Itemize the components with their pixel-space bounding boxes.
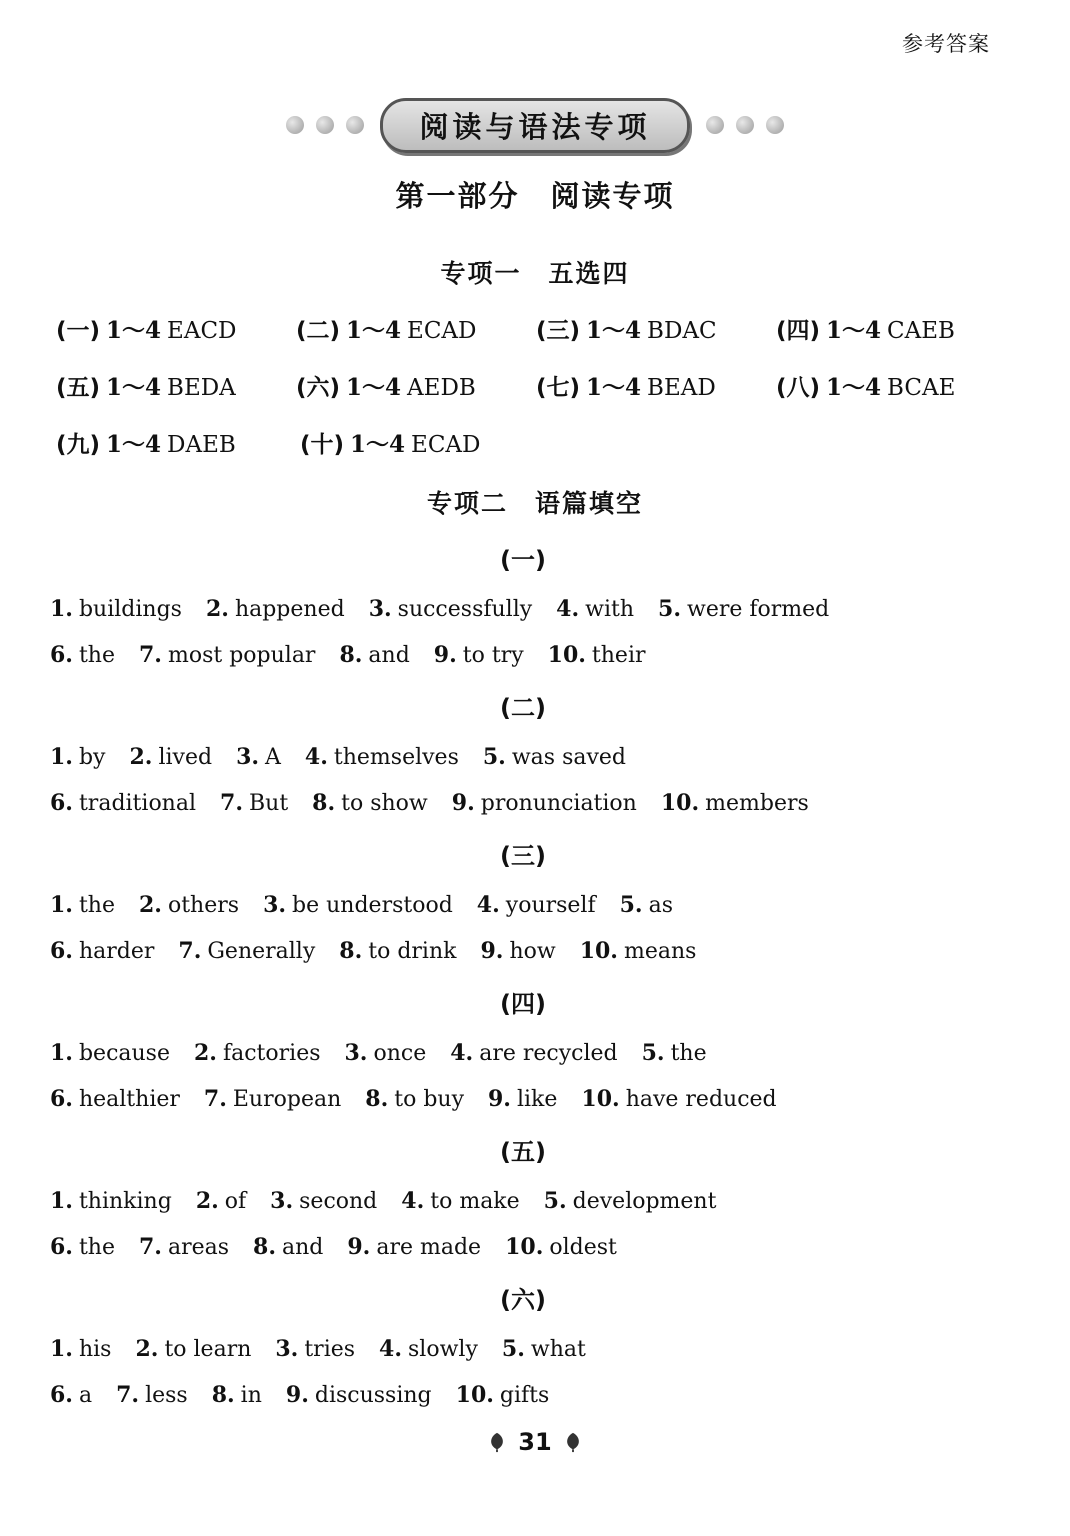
- answer-item: [50, 1234, 115, 1260]
- answer-number: 9.: [488, 1086, 511, 1112]
- group-label: (八): [776, 375, 821, 401]
- group-answer: CAEB: [887, 318, 955, 344]
- answer-number: 6.: [50, 1086, 73, 1112]
- answer-number: 1.: [50, 1188, 73, 1214]
- group-label: (一): [56, 318, 101, 344]
- answer-number: 9.: [433, 642, 457, 668]
- answer-number: 9.: [347, 1234, 371, 1260]
- answer-number: 8.: [312, 790, 336, 816]
- answer-item: [50, 744, 105, 770]
- group-label: (七): [536, 375, 581, 401]
- answer-number: 1.: [50, 892, 73, 918]
- answer-group: [300, 426, 544, 459]
- answer-item: [178, 938, 315, 964]
- answer-text: in: [240, 1383, 262, 1408]
- answer-text: like: [516, 1087, 558, 1112]
- answer-text: his: [78, 1337, 112, 1362]
- answer-line: [50, 1336, 610, 1362]
- answer-number: 8.: [365, 1086, 389, 1112]
- answer-text: to drink: [368, 939, 457, 964]
- answer-item: [236, 744, 281, 770]
- answer-text: were formed: [687, 597, 830, 622]
- answer-text: the: [78, 643, 115, 668]
- answer-text: happened: [234, 597, 345, 622]
- answer-item: [129, 744, 212, 770]
- banner: [0, 100, 1070, 150]
- answer-number: 5.: [501, 1336, 525, 1362]
- group-answer: DAEB: [167, 432, 236, 458]
- answer-line: [50, 642, 670, 668]
- answer-text: less: [145, 1383, 188, 1408]
- answer-number: 7.: [220, 790, 243, 816]
- answer-number: 4.: [556, 596, 580, 622]
- group-range: 1～4: [106, 431, 162, 458]
- banner-dots-right: [706, 116, 784, 134]
- answer-item: [270, 1188, 377, 1214]
- answer-item: [556, 596, 634, 622]
- five-choose-four-answers: [56, 300, 1016, 471]
- answer-text: most popular: [167, 643, 316, 668]
- answer-item: [456, 1382, 550, 1408]
- group-answer: BEDA: [167, 375, 236, 401]
- answer-row: [56, 300, 1016, 357]
- answer-text: to learn: [164, 1337, 252, 1362]
- answer-number: 8.: [253, 1234, 276, 1260]
- answer-number: 7.: [178, 938, 202, 964]
- answer-item: [434, 642, 524, 668]
- group-label: (六): [296, 375, 341, 401]
- answer-text: European: [232, 1087, 342, 1112]
- answer-item: [204, 1086, 341, 1112]
- answer-number: 2.: [194, 1040, 217, 1066]
- answer-text: to show: [341, 791, 428, 816]
- answer-item: [580, 938, 697, 964]
- answer-item: [50, 1382, 92, 1408]
- answer-number: 2.: [139, 892, 162, 918]
- answer-item: [620, 892, 673, 918]
- dot-icon: [346, 116, 364, 134]
- answer-item: [483, 744, 626, 770]
- answer-number: 7.: [116, 1382, 140, 1408]
- answer-item: [116, 1382, 188, 1408]
- answer-number: 1.: [50, 1040, 73, 1066]
- answer-text: tries: [304, 1337, 356, 1362]
- answer-item: [263, 892, 453, 918]
- group-answer: EACD: [167, 318, 237, 344]
- answer-text: the: [78, 893, 115, 918]
- answer-text: successfully: [397, 597, 533, 622]
- page-footer: [0, 1428, 1070, 1456]
- answer-number: 1.: [50, 744, 73, 770]
- answer-line: [50, 1234, 641, 1260]
- answer-text: because: [78, 1041, 170, 1066]
- answer-text: discussing: [314, 1383, 432, 1408]
- section-title-2: 专项二 语篇填空: [426, 489, 643, 518]
- answer-number: 5.: [619, 892, 643, 918]
- group-range: 1～4: [106, 317, 162, 344]
- group-range: 1～4: [346, 317, 402, 344]
- answer-number: 4.: [476, 892, 500, 918]
- answer-row: [56, 357, 1016, 414]
- answer-number: 8.: [339, 938, 363, 964]
- answer-number: 2.: [129, 744, 153, 770]
- answer-group: [296, 369, 536, 402]
- answer-item: [50, 892, 115, 918]
- answer-text: themselves: [333, 745, 459, 770]
- group-range: 1～4: [586, 374, 642, 401]
- answer-group: [776, 312, 1016, 345]
- group-answer: AEDB: [407, 375, 476, 401]
- answer-text: a: [78, 1383, 93, 1408]
- answer-number: 5.: [658, 596, 681, 622]
- answer-number: 1.: [50, 1336, 73, 1362]
- group-range: 1～4: [586, 317, 642, 344]
- answer-text: to make: [430, 1189, 520, 1214]
- group-answer: ECAD: [411, 432, 481, 458]
- group-label: (三): [536, 318, 581, 344]
- banner-title: 阅读与语法专项: [380, 98, 689, 153]
- answer-item: [50, 1336, 111, 1362]
- answer-group: [56, 312, 296, 345]
- answer-item: [50, 1188, 172, 1214]
- answer-line: [50, 790, 833, 816]
- answer-item: [339, 642, 409, 668]
- answer-number: 4.: [379, 1336, 403, 1362]
- answer-text: to try: [462, 643, 524, 668]
- answer-number: 8.: [211, 1382, 235, 1408]
- answer-text: healthier: [78, 1087, 180, 1112]
- answer-group: [56, 426, 300, 459]
- answer-item: [477, 892, 596, 918]
- answer-item: [452, 790, 637, 816]
- answer-group: [296, 312, 536, 345]
- answer-number: 10.: [505, 1234, 544, 1260]
- group-range: 1～4: [350, 431, 406, 458]
- answer-number: 2.: [195, 1188, 219, 1214]
- passage-title: (四): [500, 990, 546, 1018]
- passage-title: (二): [500, 694, 546, 722]
- answer-number: 7.: [139, 642, 162, 668]
- answer-item: [206, 596, 345, 622]
- answer-text: of: [224, 1189, 247, 1214]
- answer-number: 6.: [50, 1234, 73, 1260]
- answer-number: 5.: [543, 1188, 567, 1214]
- answer-text: lived: [158, 745, 213, 770]
- answer-text: as: [648, 893, 673, 918]
- answer-line: [50, 1188, 740, 1214]
- answer-group: [56, 369, 296, 402]
- section-title-1: 专项一 五选四: [440, 259, 630, 288]
- answer-number: 10.: [579, 938, 618, 964]
- passage-title: (一): [500, 546, 546, 574]
- answer-item: [658, 596, 829, 622]
- answer-text: buildings: [78, 597, 182, 622]
- answer-text: was saved: [511, 745, 627, 770]
- answer-text: are made: [376, 1235, 482, 1260]
- answer-item: [139, 642, 315, 668]
- answer-item: [139, 892, 239, 918]
- answer-text: harder: [78, 939, 155, 964]
- banner-dots-left: [286, 116, 364, 134]
- answer-number: 10.: [660, 790, 700, 816]
- answer-text: by: [78, 745, 106, 770]
- answer-item: [50, 1040, 170, 1066]
- passage-title: (六): [500, 1286, 546, 1314]
- answer-item: [365, 1086, 464, 1112]
- answer-item: [339, 938, 456, 964]
- dot-icon: [286, 116, 304, 134]
- answer-item: [345, 1040, 427, 1066]
- answer-text: be understood: [292, 893, 453, 918]
- group-range: 1～4: [826, 317, 882, 344]
- answer-item: [253, 1234, 323, 1260]
- answer-number: 3.: [270, 1188, 294, 1214]
- answer-item: [135, 1336, 251, 1362]
- answer-number: 9.: [480, 938, 504, 964]
- answer-item: [401, 1188, 519, 1214]
- answer-group: [536, 369, 776, 402]
- header-label: 参考答案: [902, 32, 990, 56]
- answer-item: [369, 596, 532, 622]
- answer-text: members: [705, 791, 809, 816]
- answer-text: oldest: [549, 1235, 617, 1260]
- answer-text: areas: [167, 1235, 230, 1260]
- answer-text: and: [368, 643, 410, 668]
- group-label: (四): [776, 318, 821, 344]
- answer-line: [50, 596, 853, 622]
- group-answer: BCAE: [887, 375, 956, 401]
- answer-number: 5.: [641, 1040, 665, 1066]
- answer-text: and: [282, 1235, 324, 1260]
- answer-item: [544, 1188, 717, 1214]
- answer-number: 6.: [50, 790, 73, 816]
- answer-text: to buy: [394, 1087, 464, 1112]
- answer-text: how: [509, 939, 556, 964]
- answer-item: [379, 1336, 478, 1362]
- answer-text: pronunciation: [480, 791, 637, 816]
- group-answer: BEAD: [647, 375, 716, 401]
- group-label: (五): [56, 375, 101, 401]
- answer-text: the: [670, 1041, 707, 1066]
- answer-text: are recycled: [479, 1041, 618, 1066]
- leaf-icon: [486, 1431, 508, 1453]
- answer-group: [536, 312, 776, 345]
- answer-number: 10.: [547, 642, 586, 668]
- passage-title: (三): [500, 842, 546, 870]
- group-label: (二): [296, 318, 341, 344]
- group-label: (九): [56, 432, 101, 458]
- answer-item: [347, 1234, 481, 1260]
- dot-icon: [736, 116, 754, 134]
- answer-text: traditional: [78, 791, 197, 816]
- answer-item: [139, 1234, 229, 1260]
- answer-item: [50, 596, 182, 622]
- answer-text: yourself: [505, 893, 596, 918]
- dot-icon: [706, 116, 724, 134]
- answer-number: 3.: [263, 892, 287, 918]
- answer-number: 6.: [50, 642, 73, 668]
- answer-number: 4.: [450, 1040, 474, 1066]
- answer-text: means: [623, 939, 697, 964]
- answer-item: [642, 1040, 707, 1066]
- answer-item: [286, 1382, 432, 1408]
- answer-text: their: [591, 643, 646, 668]
- dot-icon: [316, 116, 334, 134]
- answer-item: [480, 938, 555, 964]
- answer-line: [50, 938, 720, 964]
- answer-number: 4.: [401, 1188, 425, 1214]
- answer-number: 7.: [139, 1234, 162, 1260]
- answer-text: A: [265, 745, 281, 770]
- answer-item: [50, 938, 154, 964]
- answer-text: with: [585, 597, 635, 622]
- answer-number: 9.: [451, 790, 475, 816]
- answer-line: [50, 892, 697, 918]
- answer-text: thinking: [78, 1189, 172, 1214]
- group-range: 1～4: [346, 374, 402, 401]
- page-number: 31: [518, 1428, 552, 1456]
- answer-row: [56, 414, 1016, 471]
- answer-item: [194, 1040, 321, 1066]
- answer-text: But: [248, 791, 289, 816]
- answer-number: 2.: [205, 596, 229, 622]
- answer-item: [275, 1336, 355, 1362]
- group-answer: BDAC: [647, 318, 717, 344]
- answer-text: second: [299, 1189, 378, 1214]
- answer-number: 3.: [236, 744, 260, 770]
- answer-item: [581, 1086, 776, 1112]
- answer-item: [220, 790, 288, 816]
- answer-item: [502, 1336, 586, 1362]
- answer-item: [312, 790, 428, 816]
- answer-item: [548, 642, 646, 668]
- answer-text: once: [373, 1041, 427, 1066]
- answer-number: 2.: [135, 1336, 159, 1362]
- dot-icon: [766, 116, 784, 134]
- leaf-icon: [562, 1431, 584, 1453]
- passage-title: (五): [500, 1138, 546, 1166]
- answer-text: the: [78, 1235, 115, 1260]
- answer-number: 10.: [455, 1382, 494, 1408]
- answer-number: 8.: [339, 642, 363, 668]
- answer-line: [50, 1040, 731, 1066]
- answer-group: [776, 369, 1016, 402]
- answer-item: [450, 1040, 617, 1066]
- answer-number: 6.: [50, 938, 73, 964]
- answer-item: [488, 1086, 557, 1112]
- answer-item: [212, 1382, 262, 1408]
- answer-item: [196, 1188, 246, 1214]
- answer-item: [661, 790, 809, 816]
- group-range: 1～4: [106, 374, 162, 401]
- answer-text: Generally: [207, 939, 316, 964]
- answer-text: factories: [222, 1041, 321, 1066]
- answer-text: development: [572, 1189, 717, 1214]
- answer-text: slowly: [408, 1337, 478, 1362]
- part-title: 第一部分 阅读专项: [395, 179, 675, 213]
- answer-number: 5.: [482, 744, 506, 770]
- group-answer: ECAD: [407, 318, 477, 344]
- answer-line: [50, 744, 650, 770]
- answer-text: have reduced: [625, 1087, 777, 1112]
- answer-text: what: [530, 1337, 586, 1362]
- answer-item: [50, 790, 196, 816]
- answer-number: 3.: [344, 1040, 368, 1066]
- answer-line: [50, 1086, 801, 1112]
- answer-item: [50, 642, 115, 668]
- answer-number: 1.: [50, 596, 73, 622]
- answer-number: 3.: [275, 1336, 299, 1362]
- answer-number: 10.: [581, 1086, 620, 1112]
- answer-number: 6.: [50, 1382, 73, 1408]
- answer-number: 3.: [368, 596, 392, 622]
- answer-item: [50, 1086, 180, 1112]
- answer-item: [305, 744, 459, 770]
- answer-line: [50, 1382, 573, 1408]
- answer-item: [505, 1234, 617, 1260]
- answer-text: others: [167, 893, 240, 918]
- answer-text: gifts: [499, 1383, 550, 1408]
- group-label: (十): [300, 432, 345, 458]
- answer-number: 4.: [304, 744, 328, 770]
- group-range: 1～4: [826, 374, 882, 401]
- answer-number: 9.: [285, 1382, 309, 1408]
- answer-number: 7.: [203, 1086, 227, 1112]
